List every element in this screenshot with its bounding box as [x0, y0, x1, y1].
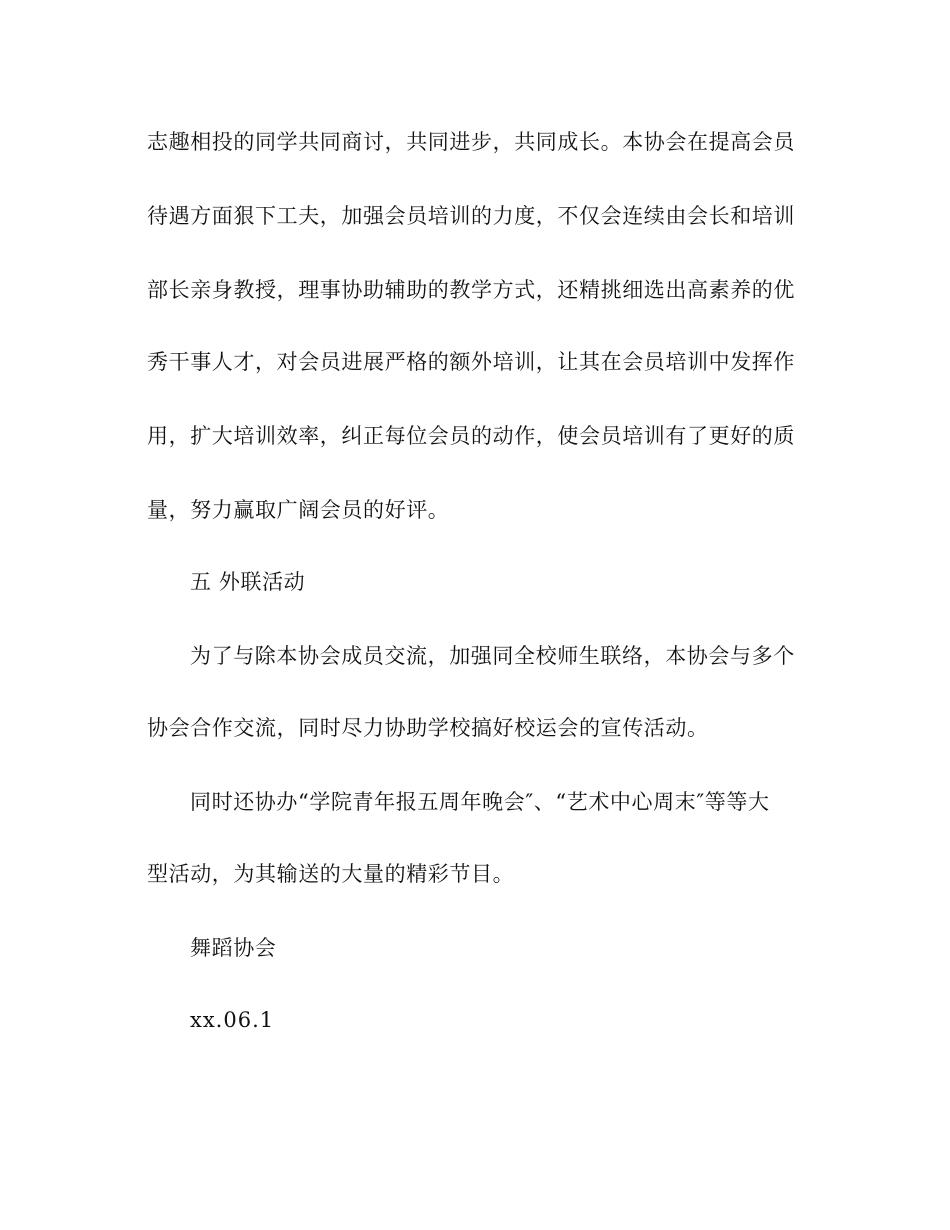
paragraph-line-2: 待遇方面狠下工夫，加强会员培训的力度，不仅会连续由会长和培训 [147, 204, 795, 228]
paragraph-line-6: 量，努力赢取广阔会员的好评。 [147, 498, 450, 522]
paragraph-line-1: 志趣相投的同学共同商讨，共同进步，共同成长。本协会在提高会员 [147, 130, 795, 154]
paragraph-line-8: 协会合作交流，同时尽力协助学校搞好校运会的宣传活动。 [147, 716, 709, 740]
section-heading: 五 外联活动 [190, 570, 306, 594]
paragraph-line-4: 秀干事人才，对会员进展严格的额外培训，让其在会员培训中发挥作 [147, 350, 795, 374]
signature-date: xx.06.1 [190, 1008, 275, 1032]
paragraph-line-5: 用，扩大培训效率，纠正每位会员的动作，使会员培训有了更好的质 [147, 424, 795, 448]
paragraph-line-7: 为了与除本协会成员交流，加强同全校师生联络，本协会与多个 [190, 644, 795, 668]
paragraph-line-9: 同时还协办“学院青年报五周年晚会″、“艺术中心周末″等等大 [190, 790, 770, 814]
paragraph-line-3: 部长亲身教授，理事协助辅助的教学方式，还精挑细选出高素养的优 [147, 278, 795, 302]
signature-organization: 舞蹈协会 [190, 936, 277, 960]
paragraph-line-10: 型活动，为其输送的大量的精彩节目。 [147, 862, 515, 886]
